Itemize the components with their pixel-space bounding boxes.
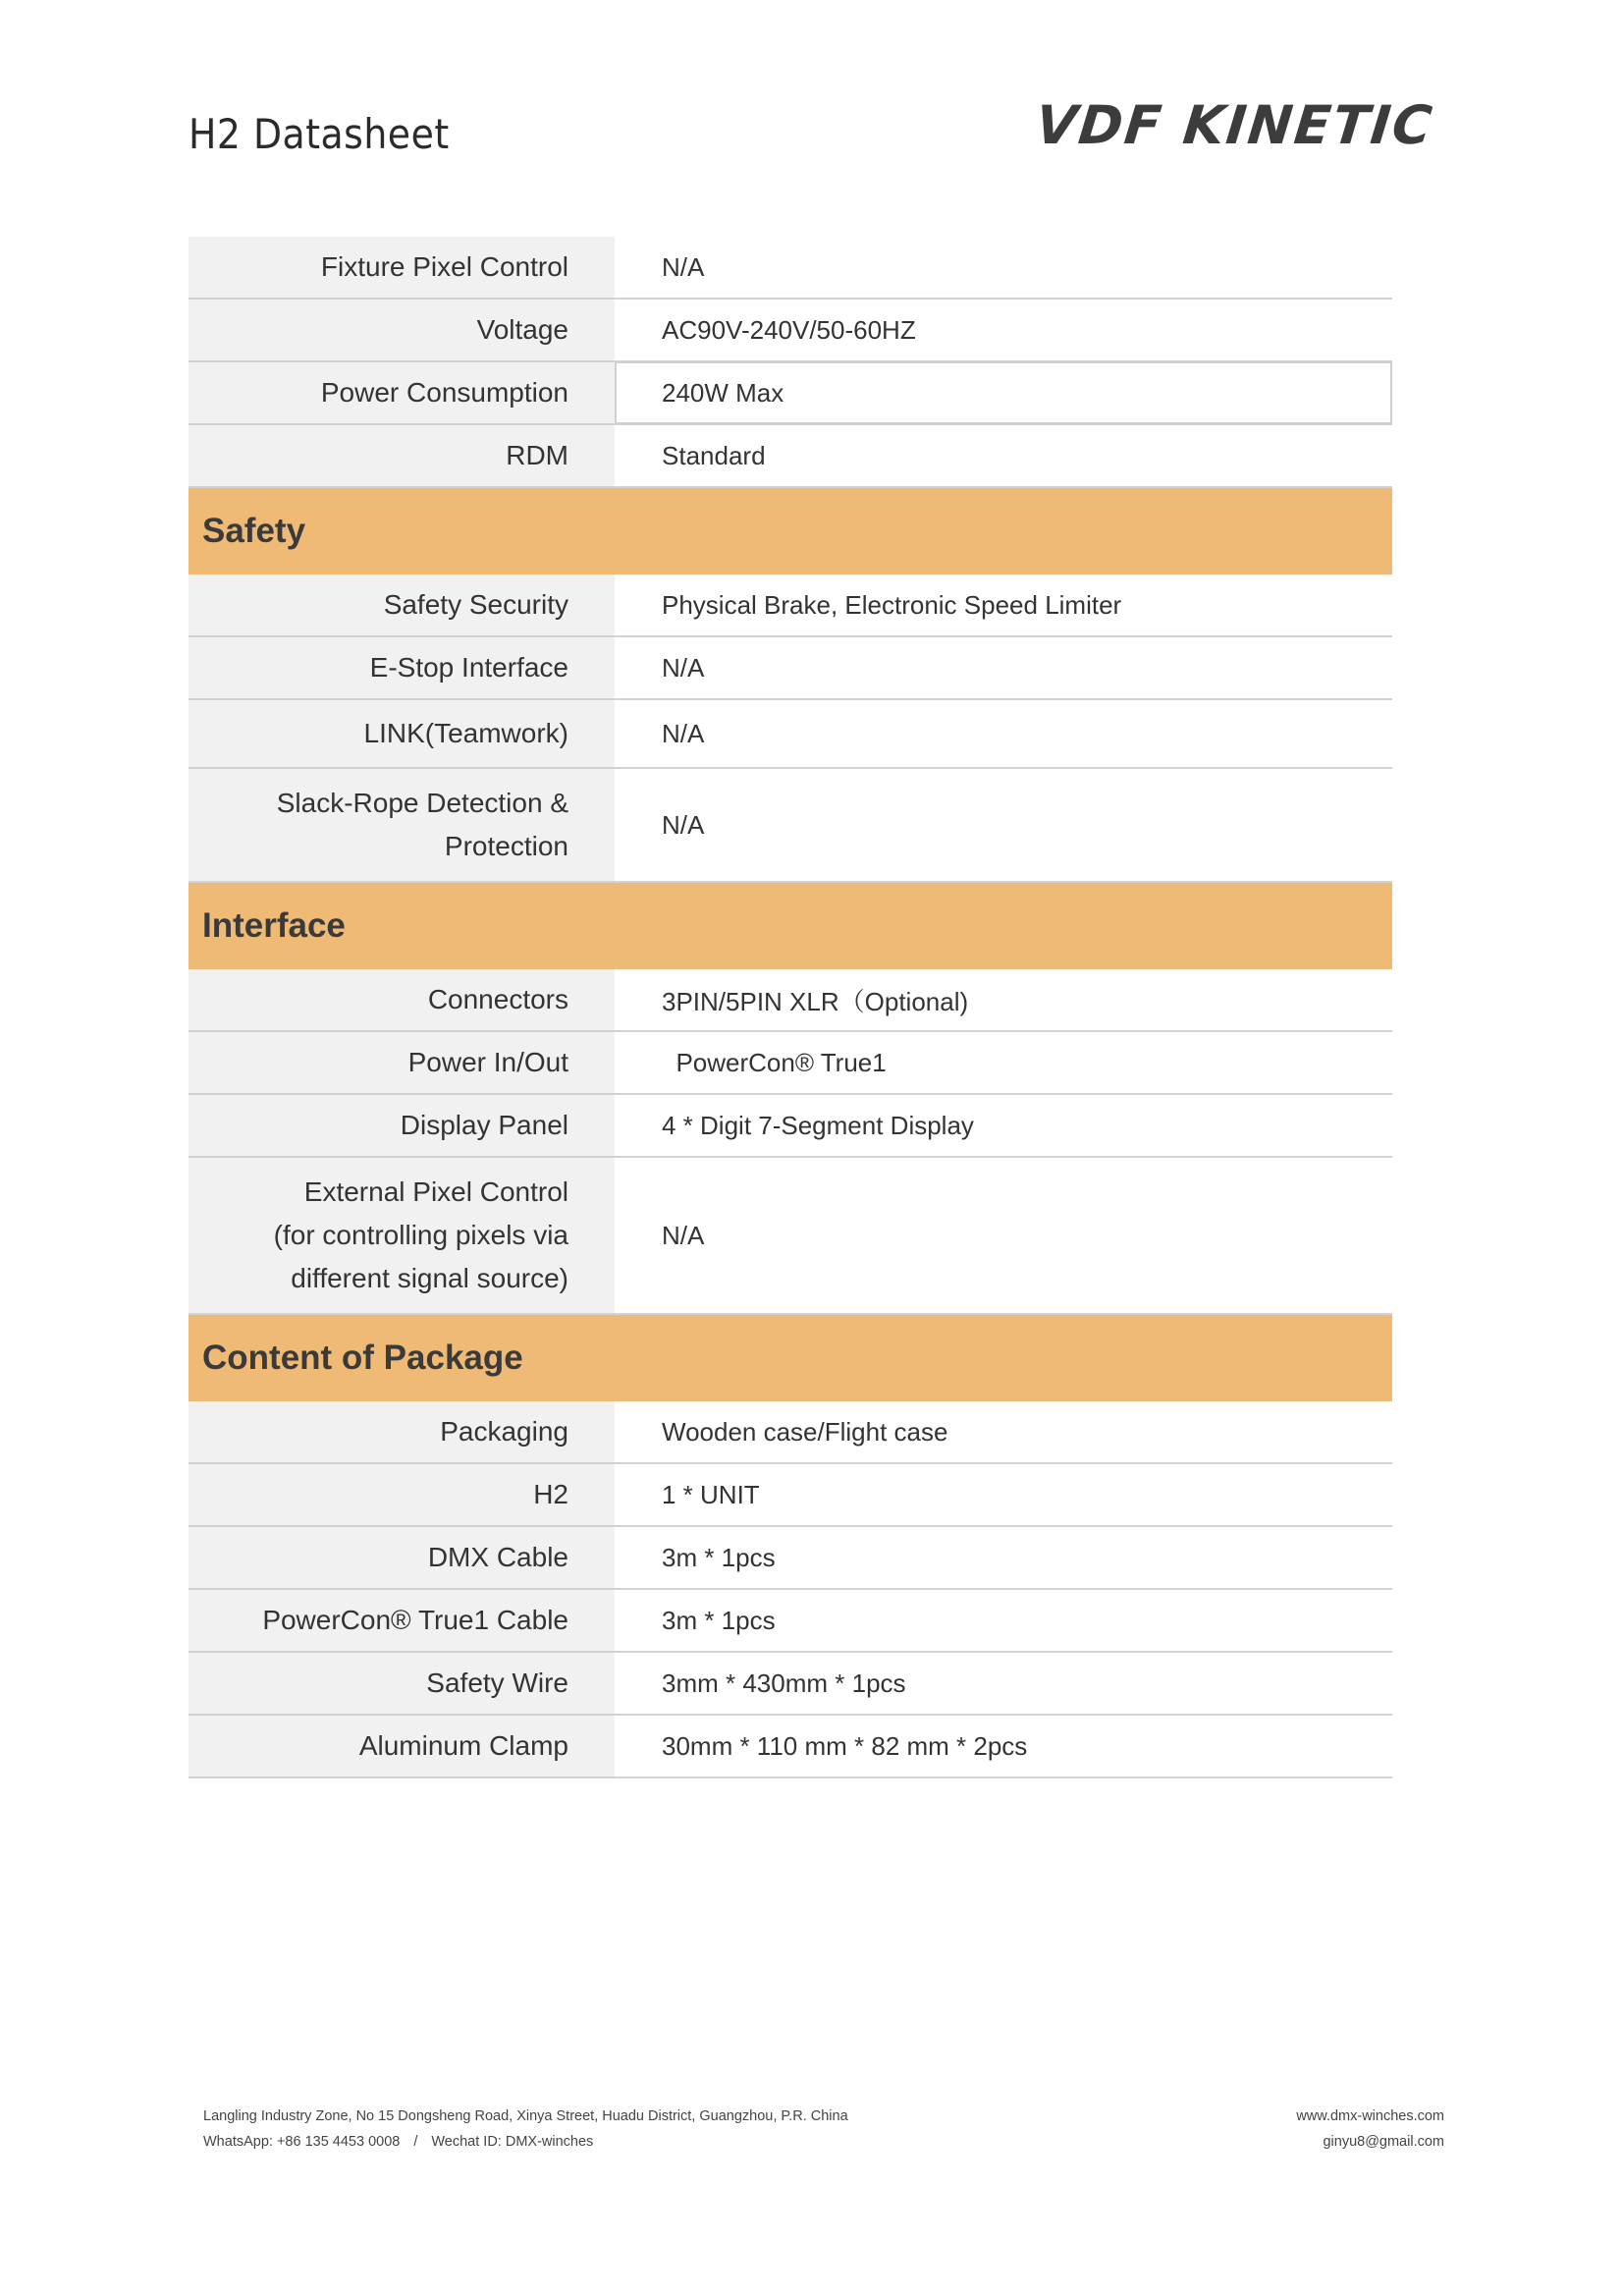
spec-value: Wooden case/Flight case: [615, 1401, 1392, 1463]
spec-value: Physical Brake, Electronic Speed Limiter: [615, 574, 1392, 636]
spec-label: Power In/Out: [189, 1031, 615, 1094]
spec-row: [189, 299, 1392, 361]
spec-label: Aluminum Clamp: [189, 1715, 615, 1777]
section-title: Interface: [189, 882, 615, 969]
spec-row: [189, 1526, 1392, 1589]
spec-label: Voltage: [189, 299, 615, 361]
spec-row: [189, 969, 1392, 1031]
spec-row: [189, 1157, 1392, 1314]
spec-value: N/A: [615, 1157, 1392, 1314]
spec-row: [189, 1652, 1392, 1715]
spec-label: DMX Cable: [189, 1526, 615, 1589]
spec-row: [189, 636, 1392, 699]
spec-value: N/A: [615, 768, 1392, 882]
spec-label: PowerCon® True1 Cable: [189, 1589, 615, 1652]
spec-label-line: Protection: [444, 831, 568, 861]
section-header-interface: [189, 882, 1392, 969]
spec-value: N/A: [615, 699, 1392, 768]
spec-row: [189, 1589, 1392, 1652]
spec-label-line: Slack-Rope Detection &: [276, 788, 568, 818]
footer-whatsapp: WhatsApp: +86 135 4453 0008: [203, 2134, 401, 2150]
spec-value: 3PIN/5PIN XLR（Optional): [615, 969, 1392, 1031]
section-title: Safety: [189, 487, 615, 574]
spec-row: [189, 424, 1392, 487]
footer-links: [1296, 2104, 1444, 2155]
spec-label: Display Panel: [189, 1094, 615, 1157]
spec-value: 3m * 1pcs: [615, 1526, 1392, 1589]
spec-label: H2: [189, 1463, 615, 1526]
spec-value: N/A: [615, 636, 1392, 699]
spec-value: AC90V-240V/50-60HZ: [615, 299, 1392, 361]
spec-label: RDM: [189, 424, 615, 487]
spec-row: [189, 1401, 1392, 1463]
spec-label-line: different signal source): [291, 1263, 568, 1293]
spec-row: [189, 699, 1392, 768]
document-title: H2 Datasheet: [189, 110, 450, 158]
section-title: Content of Package: [189, 1314, 615, 1401]
spec-label: Packaging: [189, 1401, 615, 1463]
spec-value: PowerCon® True1: [615, 1031, 1392, 1094]
spec-label-multiline: [189, 768, 615, 882]
spec-label: Safety Security: [189, 574, 615, 636]
spec-label: Fixture Pixel Control: [189, 237, 615, 299]
section-filler: [615, 882, 1392, 969]
footer-contact: [203, 2104, 848, 2155]
footer-email[interactable]: ginyu8@gmail.com: [1323, 2134, 1444, 2150]
section-filler: [615, 487, 1392, 574]
brand-logo: VDF KINETIC: [1032, 94, 1437, 156]
spec-label-multiline: [189, 1157, 615, 1314]
spec-row: [189, 237, 1392, 299]
spec-label: Safety Wire: [189, 1652, 615, 1715]
spec-value: 1 * UNIT: [615, 1463, 1392, 1526]
spec-row: [189, 574, 1392, 636]
spec-label: E-Stop Interface: [189, 636, 615, 699]
spec-value: 30mm * 110 mm * 82 mm * 2pcs: [615, 1715, 1392, 1777]
spec-row: [189, 361, 1392, 424]
spec-label: Power Consumption: [189, 361, 615, 424]
spec-value: N/A: [615, 237, 1392, 299]
spec-value: 4 * Digit 7-Segment Display: [615, 1094, 1392, 1157]
footer-separator: /: [413, 2134, 418, 2150]
spec-label: LINK(Teamwork): [189, 699, 615, 768]
spec-row: [189, 1463, 1392, 1526]
spec-value: 240W Max: [615, 361, 1392, 424]
footer-address: Langling Industry Zone, No 15 Dongsheng Road, Xinya Street, Huadu District, Guangzhou, P.R. China: [203, 2108, 848, 2124]
spec-row: [189, 1031, 1392, 1094]
spec-label: Connectors: [189, 969, 615, 1031]
footer-wechat: Wechat ID: DMX-winches: [431, 2134, 594, 2150]
spec-label-line: (for controlling pixels via: [273, 1220, 568, 1250]
spec-row: [189, 1094, 1392, 1157]
spec-value: 3mm * 430mm * 1pcs: [615, 1652, 1392, 1715]
spec-row: [189, 768, 1392, 882]
footer-contact-line: [203, 2129, 848, 2155]
spec-value: Standard: [615, 424, 1392, 487]
spec-label-line: External Pixel Control: [303, 1176, 568, 1207]
footer-website[interactable]: www.dmx-winches.com: [1296, 2108, 1444, 2124]
section-header-package: [189, 1314, 1392, 1401]
section-filler: [615, 1314, 1392, 1401]
spec-value: 3m * 1pcs: [615, 1589, 1392, 1652]
spec-row: [189, 1715, 1392, 1777]
spec-table: [189, 237, 1392, 1778]
section-header-safety: [189, 487, 1392, 574]
